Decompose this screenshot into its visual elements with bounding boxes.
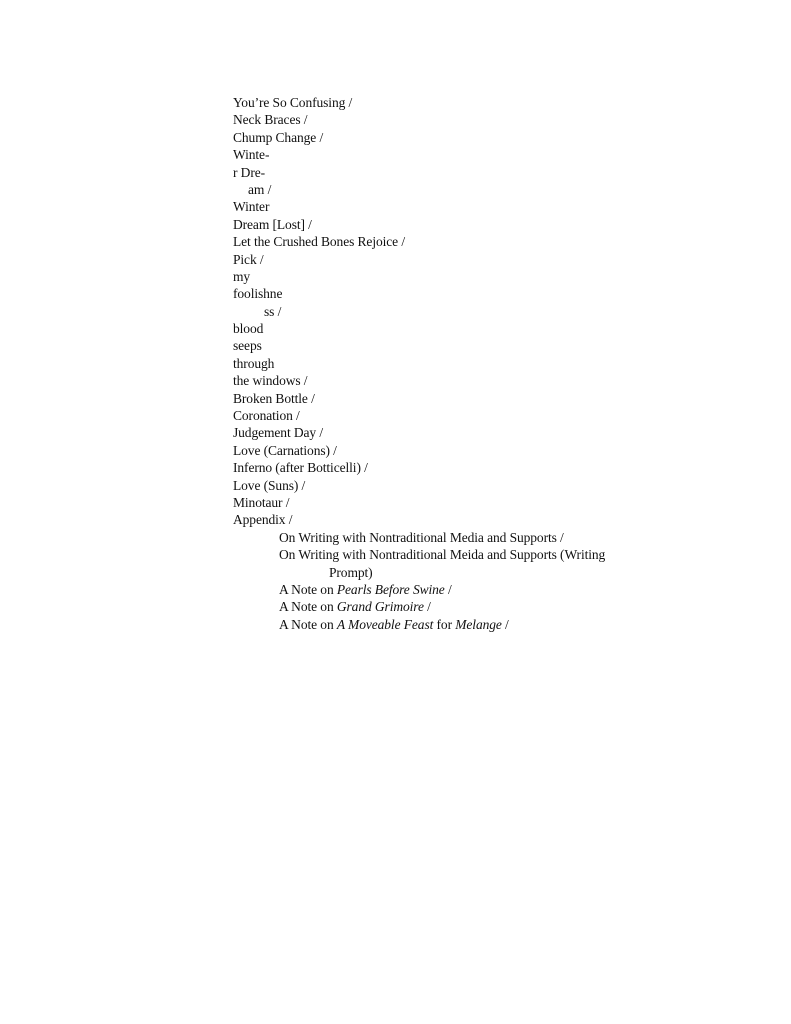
toc-entry: Minotaur / [233,494,290,510]
toc-entry: Dream [Lost] / [233,216,312,232]
work-title: Grand Grimoire [336,599,424,615]
appendix-entry-continuation: Prompt) [329,564,373,580]
work-title: Pearls Before Swine [336,581,445,597]
toc-entry: Broken Bottle / [233,390,315,406]
entry-suffix: / [444,581,452,597]
appendix-entries [233,529,703,633]
appendix-entry: On Writing with Nontraditional Media and Supports / [279,529,564,545]
table-of-contents [233,94,703,633]
toc-entry: Love (Carnations) / [233,442,337,458]
entry-connector: for [433,616,456,632]
appendix-entry [233,581,703,598]
appendix-entry: On Writing with Nontraditional Meida and Supports (Writing [279,547,606,563]
toc-entry: Inferno (after Botticelli) / [233,460,368,476]
toc-entry: foolishne [233,286,283,302]
work-title: Melange [455,616,502,632]
entry-prefix: A Note on [279,581,337,597]
toc-entry: You’re So Confusing / [233,95,353,110]
toc-entry: Pick / [233,251,264,267]
toc-entry: Neck Braces / [233,112,308,128]
toc-entry: Let the Crushed Bones Rejoice / [233,234,405,250]
toc-entry: Love (Suns) / [233,477,306,493]
appendix-entry [233,598,703,615]
toc-entry: the windows / [233,373,308,389]
toc-entry: am / [248,181,272,197]
toc-entry: Winter [233,199,270,215]
toc-entry: Winte- [233,147,270,163]
toc-entry: Judgement Day / [233,425,323,441]
toc-entry: my [233,268,251,284]
toc-entry: r Dre- [233,164,266,180]
entry-prefix: A Note on [279,616,337,632]
appendix-entry [233,616,703,633]
toc-entry: ss / [264,303,282,319]
work-title: A Moveable Feast [336,616,434,632]
entry-prefix: A Note on [279,599,337,615]
toc-entry: seeps [233,338,262,354]
toc-entry: Coronation / [233,408,300,424]
toc-entry: Chump Change / [233,129,324,145]
toc-entry: through [233,355,275,371]
entry-suffix: / [501,616,509,632]
toc-entry: blood [233,321,264,337]
toc-entry-appendix: Appendix / [233,512,293,528]
entry-suffix: / [423,599,431,615]
